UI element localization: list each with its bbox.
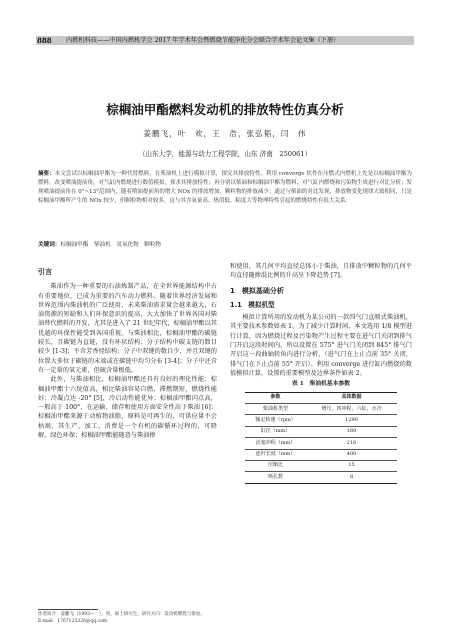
- table-cell: 活塞冲程（mm）: [245, 438, 306, 449]
- running-header-text: 内燃机科技——中国内燃机学会 2017 年学术年会暨燃烧节能净化分会联合学术年会论文集（下册）: [66, 37, 340, 44]
- abstract: [38, 170, 412, 206]
- intro-heading: 引言: [38, 268, 52, 276]
- right-column: [230, 262, 412, 484]
- author-list: 姜鹏飞，叶 欢，王 浩，张弘韬，闫 伟: [143, 129, 307, 138]
- table-cell: 160: [306, 426, 397, 437]
- table-cell: 压缩比: [245, 460, 306, 471]
- keywords-text: 棕榈油甲酯 柴油机 氢氧化物 颗粒物: [60, 242, 162, 248]
- table-row: [245, 460, 397, 471]
- page-number: 888: [37, 36, 52, 45]
- table-header-cell: 参数: [245, 392, 306, 403]
- table-cell: 缸径（mm）: [245, 426, 306, 437]
- table-caption: 表 1 柴油机基本参数: [291, 381, 351, 388]
- section-heading: 1 模拟基础分析: [230, 286, 284, 295]
- engine-parameter-table: [245, 392, 397, 484]
- abstract-text: 本文尝试以棕榈油甲酯为一种代替燃料，在柴油机上进行模拟计算，探究其排放特性。利用 converge 软件在压燃式内燃机上先是以棕榈油甲酯为燃料，改变喷油提前角，对气缸内燃烧进行数值模拟，探求其排放特性；再分别以柴油和棕榈油甲酯为燃料，对气缸内燃烧和污染物生成进行对比分析；发现喷油提前角在 0°~13°范围内，随着喷油提前角的增大 NOx 的排放增加，颗粒物的排放减少；通过与柴油的对比发现，排放物变化规律大致相同，只是棕榈油甲酯所产生的 NOx 较少，但颗粒物相对较多，这与其含氧量高、热值低、粘度大等物理特性引起的燃烧特性有很大关系。: [38, 171, 413, 204]
- continued-paragraph: 和使用，其几何平均直径总体小于柴油，且排放中颗粒物的几何平均直径随掺混比例的升高呈下降趋势 [7]。: [230, 263, 412, 280]
- table-row: [245, 438, 397, 449]
- table-row: [245, 449, 397, 460]
- table-cell: 400: [306, 449, 397, 460]
- table-cell: 216: [306, 438, 397, 449]
- intro-paragraph-2: 此外，与柴油相比，棕榈油甲酯还具有良好的理化性能；棕榈油甲酯十六烷值高，相比柴油容易自燃，滞燃期短，燃烧性能好；冷凝点达 -20° [5]，冷启动性能优异；棕榈油甲酯闪点高，一般高于 100°，在运输、储存和使用方面安全性高于柴油 [6]；棕榈油甲酯来源于动植物油脂，原料是可再生的，可供应量不会枯竭，其生产、加工、消费是一个有机的碳循环过程的，可降解，绿色环保；棕榈油甲酯能随意与柴油掺: [38, 376, 217, 440]
- table-cell: 增压，四冲程，六缸，水冷: [306, 403, 397, 414]
- intro-paragraph-1: 柴油作为一种重要的石油炼制产品，在全世界能源结构中占有重要地位，已成为重要的汽车动力燃料。随着世界经济发展和世界范围内柴油机的广泛使用，未来柴油需求量会越来越大，石油资源的短缺和人们环保意识的提高，大大加快了世界各国对柴油替代燃料的开发，尤其是进入了 21 世纪年代，棕榈油甲酯以其优越的环保性能受到各国重视。与柴油相比，棕榈油甲酯的碳链较长，且碳链为直链，没有环状结构；分子结构中碳支链的数目较少 [1-3]；不含芳香烃结构；分子中双键的数目少，并且双键的位置大多位于碳链的末端或在碳链中均匀分布 [3-4]；分子中还含有一定量的氧元素，但硫含量极低。: [38, 283, 217, 374]
- paper-title: 棕榈油甲酯燃料发动机的排放特性仿真分析: [106, 102, 344, 117]
- affiliation: （山东大学，能源与动力工程学院，山东 济南 250061）: [138, 150, 312, 158]
- table-cell: 喷孔数: [245, 472, 306, 483]
- footnote: [38, 611, 217, 625]
- table-cell: 柴油机类型: [245, 403, 306, 414]
- table-cell: 额定转速（rpm）: [245, 415, 306, 426]
- table-row: [245, 415, 397, 426]
- table-row: [245, 403, 397, 414]
- footnote-author-bio: 作者简介：姜鹏飞（1993— ），男，硕士研究生，研究方向：发动机燃烧与排放。: [38, 612, 205, 617]
- table-row: [245, 426, 397, 437]
- table-row: [245, 472, 397, 483]
- model-paragraph: 模拟计算所用的发动机为某公司的一款四气门直喷式柴油机，其主要技术参数如表 1。为了减少计算时间，本文选用 1/8 模型进行计算，因为燃烧过程及污染物产生过程主要在进气门关闭到排气门开启这段时间内，所以设置在 575° 进气门关闭到 845° 排气门开启这一段曲轴转角内进行分析，（进气门在上止点前 35° 关闭，排气门在下止点前 55° 开启）。利用 converge 进行缸内燃烧的数值模拟计算，设置的重要模型及边界条件如表 2。: [230, 314, 412, 377]
- table-header-row: [245, 392, 397, 403]
- table-cell: 连杆长度（mm）: [245, 449, 306, 460]
- table-cell: 1290: [306, 415, 397, 426]
- keywords-label: 关键词：: [38, 242, 61, 248]
- left-column: [38, 262, 217, 440]
- abstract-label: 摘要：: [38, 171, 55, 177]
- table-cell: 15: [306, 460, 397, 471]
- footnote-email: E-mail：1767125326@qq.com: [38, 619, 108, 624]
- keywords: [38, 240, 412, 248]
- subsection-heading: 1.1 模拟机型: [230, 300, 275, 309]
- footnote-rule: [38, 609, 98, 610]
- table-header-cell: 具体数据: [306, 392, 397, 403]
- table-cell: 8: [306, 472, 397, 483]
